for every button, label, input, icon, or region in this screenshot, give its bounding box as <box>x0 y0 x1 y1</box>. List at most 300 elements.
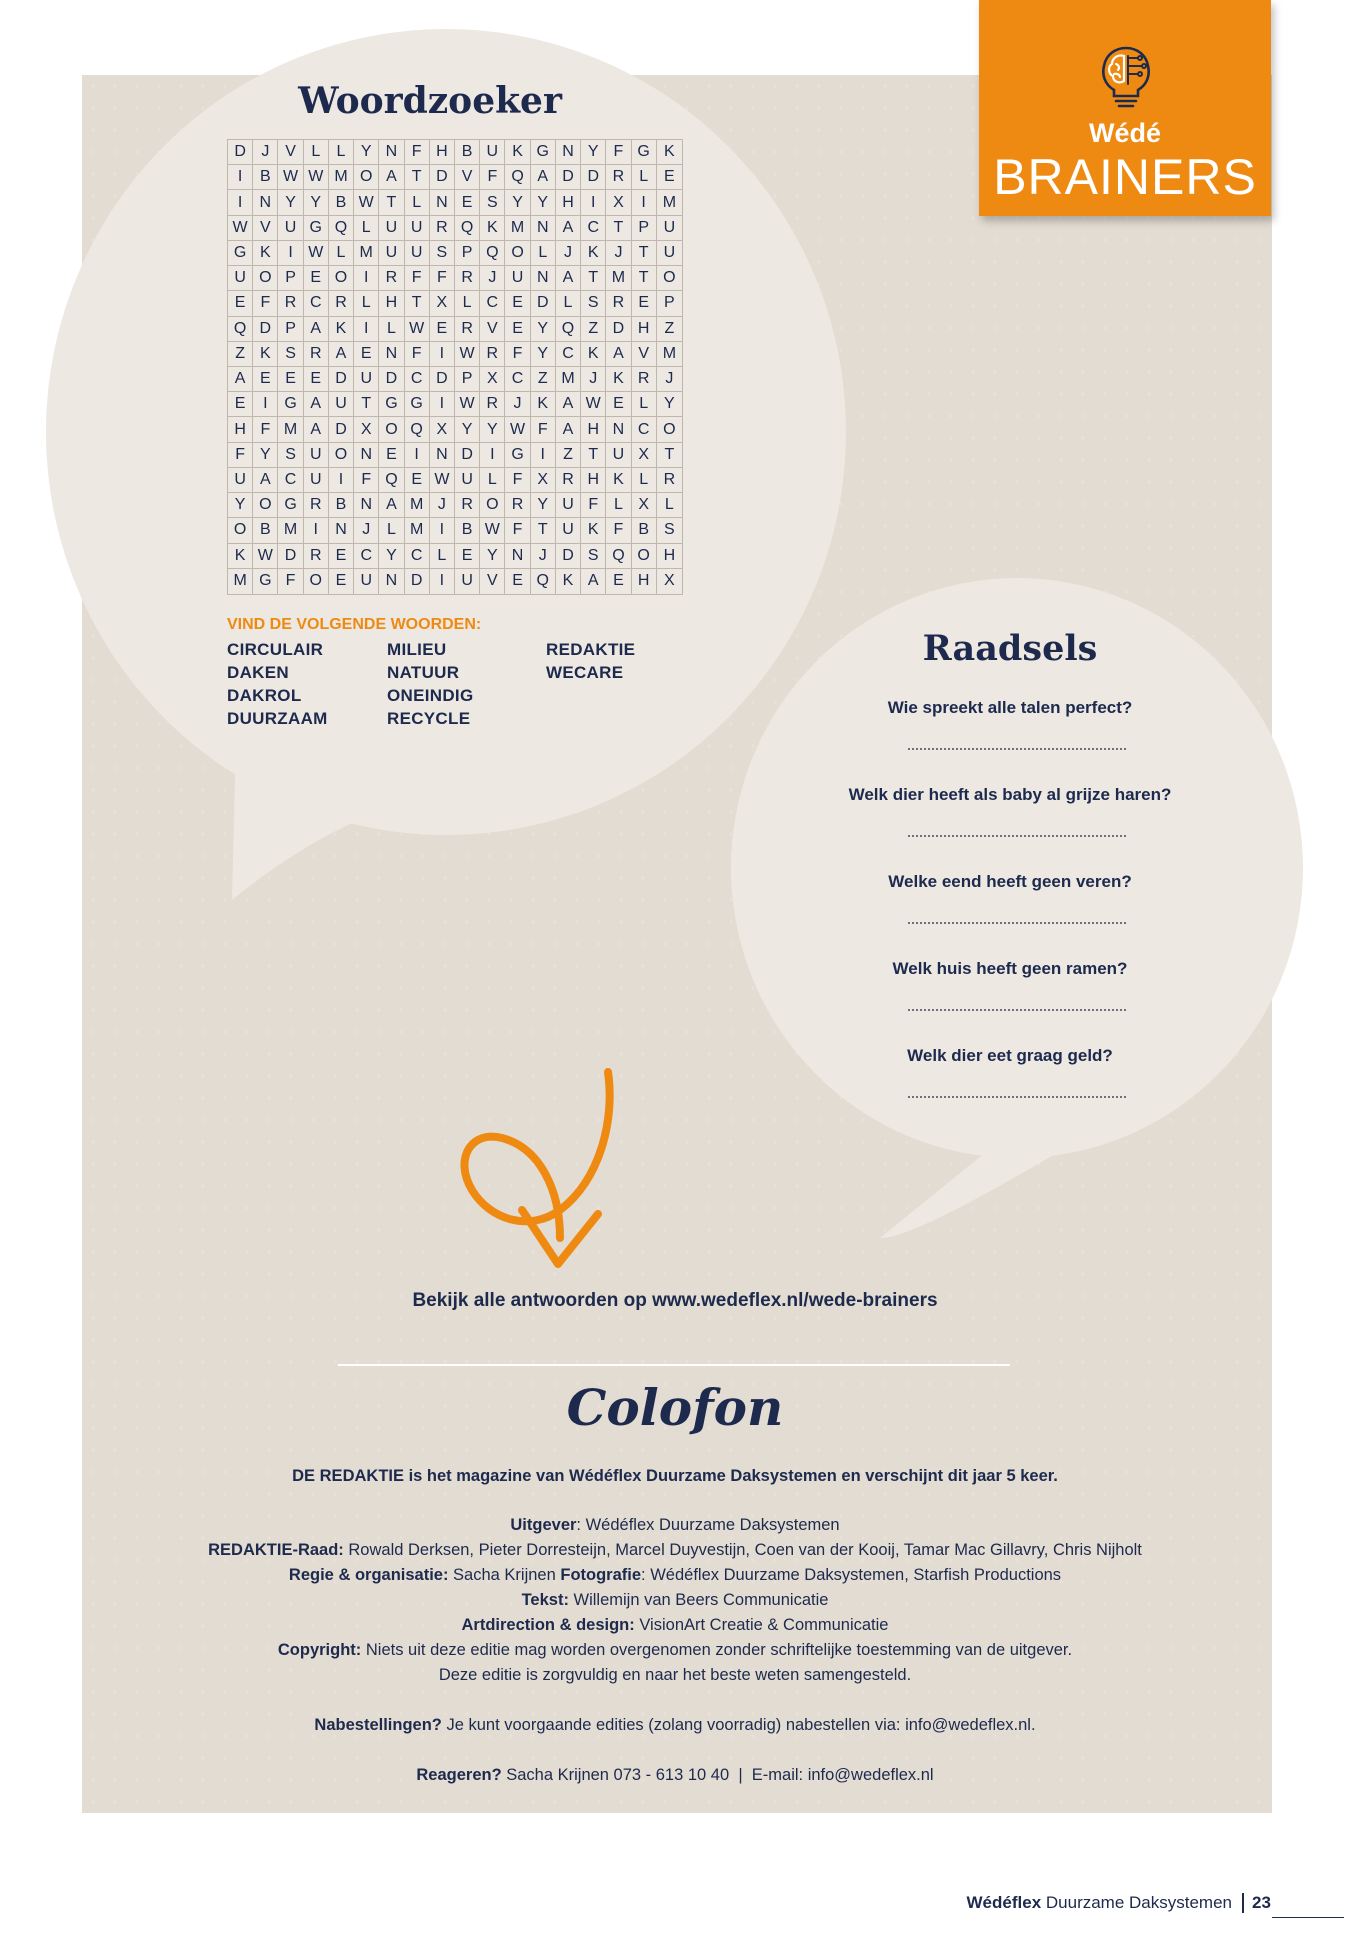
grid-cell: F <box>505 518 530 543</box>
grid-cell: X <box>632 493 657 518</box>
grid-cell: L <box>531 241 556 266</box>
grid-cell: W <box>505 417 530 442</box>
grid-cell: N <box>329 518 354 543</box>
grid-cell: I <box>304 518 329 543</box>
grid-cell: K <box>329 317 354 342</box>
riddle-question: Wie spreekt alle talen perfect? <box>887 698 1133 717</box>
grid-cell: Q <box>405 417 430 442</box>
grid-cell: K <box>581 342 606 367</box>
colofon-reageren <box>100 1766 1250 1785</box>
answers-link-text: Bekijk alle antwoorden op www.wedeflex.nl/wede-brainers <box>412 1290 938 1311</box>
grid-cell: G <box>379 392 404 417</box>
grid-cell: G <box>278 493 303 518</box>
grid-cell: U <box>329 392 354 417</box>
grid-cell: L <box>379 518 404 543</box>
grid-cell: Z <box>657 317 682 342</box>
grid-cell: V <box>253 216 278 241</box>
grid-cell: W <box>405 317 430 342</box>
grid-cell: D <box>405 569 430 594</box>
grid-cell: L <box>632 165 657 190</box>
grid-cell: Y <box>505 190 530 215</box>
grid-cell: K <box>253 342 278 367</box>
grid-cell: W <box>278 165 303 190</box>
grid-cell: U <box>606 443 631 468</box>
grid-cell: E <box>304 367 329 392</box>
footer-separator <box>1242 1893 1244 1913</box>
grid-cell: L <box>354 291 379 316</box>
grid-cell: M <box>657 342 682 367</box>
colofon-nabestellingen <box>100 1716 1250 1735</box>
grid-cell: D <box>531 291 556 316</box>
grid-cell: N <box>606 417 631 442</box>
grid-cell: O <box>253 266 278 291</box>
grid-cell: G <box>228 241 253 266</box>
grid-cell: R <box>278 291 303 316</box>
grid-cell: G <box>405 392 430 417</box>
grid-cell: M <box>354 241 379 266</box>
riddle-question: Welke eend heeft geen veren? <box>888 872 1132 891</box>
copyright-value: Niets uit deze editie mag worden overgenomen zonder schriftelijke toestemming van de uitgever. <box>361 1641 1073 1659</box>
grid-cell: D <box>556 165 581 190</box>
grid-cell: A <box>531 165 556 190</box>
grid-cell: G <box>632 140 657 165</box>
answer-line <box>908 922 1126 926</box>
grid-cell: Y <box>304 190 329 215</box>
grid-cell: J <box>556 241 581 266</box>
grid-cell: V <box>480 569 505 594</box>
grid-cell: L <box>455 291 480 316</box>
grid-cell: F <box>278 569 303 594</box>
grid-cell: R <box>480 392 505 417</box>
grid-cell: K <box>606 367 631 392</box>
grid-cell: K <box>556 569 581 594</box>
grid-cell: Y <box>531 493 556 518</box>
grid-cell: K <box>606 468 631 493</box>
foto-value: : Wédéflex Duurzame Daksystemen, Starfish Productions <box>641 1566 1062 1584</box>
grid-cell: E <box>329 544 354 569</box>
grid-cell: U <box>228 266 253 291</box>
grid-cell: N <box>430 190 455 215</box>
grid-cell: R <box>455 317 480 342</box>
grid-cell: E <box>329 569 354 594</box>
grid-cell: U <box>379 241 404 266</box>
reageren-label: Reageren? <box>416 1766 502 1784</box>
grid-cell: C <box>480 291 505 316</box>
wordsearch-grid <box>227 139 683 595</box>
grid-cell: O <box>304 569 329 594</box>
grid-cell: U <box>657 241 682 266</box>
grid-cell: R <box>455 493 480 518</box>
grid-cell: T <box>581 266 606 291</box>
grid-cell: R <box>606 291 631 316</box>
grid-cell: H <box>556 190 581 215</box>
colofon-uitgever <box>100 1516 1250 1535</box>
copyright-label: Copyright: <box>277 1641 362 1659</box>
grid-cell: M <box>228 569 253 594</box>
grid-cell: C <box>304 291 329 316</box>
grid-cell: E <box>505 317 530 342</box>
grid-cell: K <box>581 241 606 266</box>
grid-cell: D <box>455 443 480 468</box>
grid-cell: F <box>354 468 379 493</box>
grid-cell: F <box>505 342 530 367</box>
grid-cell: Z <box>228 342 253 367</box>
answer-line <box>908 1096 1126 1100</box>
grid-cell: Z <box>556 443 581 468</box>
grid-cell: M <box>556 367 581 392</box>
regie-label: Regie & organisatie: <box>288 1566 449 1584</box>
grid-cell: L <box>632 392 657 417</box>
grid-cell: W <box>581 392 606 417</box>
word-item: WECARE <box>546 663 624 682</box>
grid-cell: S <box>657 518 682 543</box>
grid-cell: X <box>531 468 556 493</box>
grid-cell: T <box>606 216 631 241</box>
grid-cell: G <box>278 392 303 417</box>
grid-cell: U <box>455 569 480 594</box>
grid-cell: O <box>379 417 404 442</box>
uitgever-label: Uitgever <box>510 1516 577 1534</box>
grid-cell: V <box>632 342 657 367</box>
grid-cell: Q <box>480 241 505 266</box>
grid-cell: R <box>480 342 505 367</box>
grid-cell: E <box>505 291 530 316</box>
grid-cell: A <box>329 342 354 367</box>
grid-cell: W <box>253 544 278 569</box>
grid-cell: T <box>632 241 657 266</box>
grid-cell: L <box>657 493 682 518</box>
grid-cell: O <box>505 241 530 266</box>
grid-cell: T <box>657 443 682 468</box>
grid-cell: F <box>480 165 505 190</box>
foto-label: Fotografie <box>560 1566 642 1584</box>
grid-cell: G <box>253 569 278 594</box>
grid-cell: N <box>505 544 530 569</box>
grid-cell: Q <box>606 544 631 569</box>
grid-cell: O <box>354 165 379 190</box>
riddle-question: Welk huis heeft geen ramen? <box>892 959 1128 978</box>
grid-cell: U <box>505 266 530 291</box>
grid-cell: M <box>278 417 303 442</box>
grid-cell: Q <box>531 569 556 594</box>
grid-cell: S <box>581 544 606 569</box>
grid-cell: I <box>632 190 657 215</box>
grid-cell: O <box>657 417 682 442</box>
grid-cell: I <box>253 392 278 417</box>
grid-cell: E <box>430 317 455 342</box>
grid-cell: W <box>304 165 329 190</box>
grid-cell: X <box>354 417 379 442</box>
grid-cell: U <box>480 140 505 165</box>
grid-cell: Q <box>505 165 530 190</box>
grid-cell: T <box>581 443 606 468</box>
grid-cell: C <box>556 342 581 367</box>
grid-cell: B <box>455 518 480 543</box>
grid-cell: O <box>480 493 505 518</box>
grid-cell: S <box>581 291 606 316</box>
grid-cell: J <box>581 367 606 392</box>
grid-cell: L <box>329 241 354 266</box>
grid-cell: D <box>329 367 354 392</box>
grid-cell: P <box>278 266 303 291</box>
grid-cell: R <box>304 544 329 569</box>
grid-cell: U <box>455 468 480 493</box>
grid-cell: I <box>278 241 303 266</box>
grid-cell: O <box>228 518 253 543</box>
grid-cell: Q <box>329 216 354 241</box>
grid-cell: Z <box>581 317 606 342</box>
grid-cell: C <box>632 417 657 442</box>
grid-cell: E <box>278 367 303 392</box>
grid-cell: U <box>304 468 329 493</box>
grid-cell: I <box>531 443 556 468</box>
grid-cell: F <box>505 468 530 493</box>
grid-cell: Q <box>379 468 404 493</box>
grid-cell: D <box>556 544 581 569</box>
grid-cell: I <box>329 468 354 493</box>
tekst-label: Tekst: <box>521 1591 569 1609</box>
grid-cell: S <box>278 342 303 367</box>
grid-cell: J <box>657 367 682 392</box>
grid-cell: D <box>581 165 606 190</box>
grid-cell: A <box>304 417 329 442</box>
grid-cell: F <box>253 291 278 316</box>
grid-cell: E <box>632 291 657 316</box>
badge-brand: Wédé <box>1088 118 1161 148</box>
grid-cell: N <box>531 266 556 291</box>
grid-cell: L <box>329 140 354 165</box>
word-item: RECYCLE <box>387 709 471 728</box>
grid-cell: I <box>430 392 455 417</box>
answer-line <box>908 748 1126 752</box>
grid-cell: H <box>632 317 657 342</box>
grid-cell: I <box>354 317 379 342</box>
grid-cell: P <box>278 317 303 342</box>
grid-cell: M <box>278 518 303 543</box>
grid-cell: A <box>228 367 253 392</box>
grid-cell: N <box>354 443 379 468</box>
grid-cell: J <box>505 392 530 417</box>
grid-cell: K <box>505 140 530 165</box>
art-label: Artdirection & design: <box>461 1616 635 1634</box>
grid-cell: L <box>354 216 379 241</box>
grid-cell: H <box>632 569 657 594</box>
grid-cell: W <box>304 241 329 266</box>
grid-cell: E <box>455 544 480 569</box>
grid-cell: A <box>556 216 581 241</box>
divider <box>338 1364 1010 1366</box>
badge-title: BRAINERS <box>993 149 1257 205</box>
grid-cell: Y <box>354 140 379 165</box>
grid-cell: C <box>581 216 606 241</box>
grid-cell: I <box>430 342 455 367</box>
grid-cell: Y <box>253 443 278 468</box>
grid-cell: I <box>405 443 430 468</box>
grid-cell: Y <box>480 417 505 442</box>
grid-cell: D <box>329 417 354 442</box>
brainers-badge <box>979 0 1271 216</box>
grid-cell: D <box>430 367 455 392</box>
grid-cell: Y <box>657 392 682 417</box>
grid-cell: S <box>480 190 505 215</box>
grid-cell: I <box>581 190 606 215</box>
grid-cell: X <box>632 443 657 468</box>
grid-cell: T <box>531 518 556 543</box>
grid-cell: U <box>354 569 379 594</box>
grid-cell: D <box>253 317 278 342</box>
word-item: MILIEU <box>387 640 447 659</box>
grid-cell: R <box>430 216 455 241</box>
grid-cell: O <box>329 266 354 291</box>
grid-cell: V <box>455 165 480 190</box>
grid-cell: E <box>606 392 631 417</box>
riddle-question: Welk dier heeft als baby al grijze haren? <box>848 785 1172 804</box>
raad-value: Rowald Derksen, Pieter Dorresteijn, Marcel Duyvestijn, Coen van der Kooij, Tamar Mac Gillavry, Chris Nijholt <box>343 1541 1142 1559</box>
grid-cell: B <box>329 493 354 518</box>
riddles-title: Raadsels <box>922 628 1098 669</box>
grid-cell: A <box>379 165 404 190</box>
grid-cell: N <box>379 569 404 594</box>
grid-cell: T <box>354 392 379 417</box>
grid-cell: K <box>480 216 505 241</box>
grid-cell: P <box>657 291 682 316</box>
word-item: ONEINDIG <box>387 686 474 705</box>
grid-cell: N <box>379 140 404 165</box>
grid-cell: A <box>304 317 329 342</box>
grid-cell: Q <box>556 317 581 342</box>
grid-cell: X <box>480 367 505 392</box>
grid-cell: I <box>430 569 455 594</box>
grid-cell: E <box>606 569 631 594</box>
grid-cell: O <box>253 493 278 518</box>
grid-cell: T <box>379 190 404 215</box>
grid-cell: J <box>480 266 505 291</box>
grid-cell: U <box>405 216 430 241</box>
grid-cell: W <box>480 518 505 543</box>
grid-cell: S <box>278 443 303 468</box>
grid-cell: S <box>430 241 455 266</box>
grid-cell: U <box>278 216 303 241</box>
grid-cell: W <box>455 392 480 417</box>
footer-subtitle: Duurzame Daksystemen <box>1041 1893 1232 1912</box>
grid-cell: X <box>430 291 455 316</box>
grid-cell: O <box>329 443 354 468</box>
grid-cell: Y <box>480 544 505 569</box>
grid-cell: A <box>606 342 631 367</box>
grid-cell: D <box>430 165 455 190</box>
colofon-art <box>100 1616 1250 1635</box>
word-item: DUURZAAM <box>227 709 328 728</box>
grid-cell: B <box>253 518 278 543</box>
grid-cell: W <box>430 468 455 493</box>
grid-cell: C <box>405 544 430 569</box>
uitgever-value: : Wédéflex Duurzame Daksystemen <box>576 1516 840 1534</box>
grid-cell: Y <box>531 342 556 367</box>
grid-cell: U <box>556 493 581 518</box>
grid-cell: E <box>228 291 253 316</box>
grid-cell: Y <box>278 190 303 215</box>
grid-cell: T <box>405 165 430 190</box>
grid-cell: M <box>505 216 530 241</box>
grid-cell: Y <box>455 417 480 442</box>
grid-cell: A <box>556 266 581 291</box>
word-item: NATUUR <box>387 663 460 682</box>
grid-cell: M <box>405 493 430 518</box>
grid-cell: J <box>430 493 455 518</box>
reageren-value: Sacha Krijnen 073 - 613 10 40 | E-mail: info@wedeflex.nl <box>501 1766 934 1784</box>
grid-cell: I <box>480 443 505 468</box>
wordsearch-title: Woordzoeker <box>298 80 562 122</box>
grid-cell: L <box>556 291 581 316</box>
grid-cell: L <box>405 190 430 215</box>
colofon-intro: DE REDAKTIE is het magazine van Wédéflex Duurzame Daksystemen en verschijnt dit jaar 5 keer. <box>292 1467 1058 1485</box>
grid-cell: I <box>228 190 253 215</box>
grid-cell: B <box>329 190 354 215</box>
grid-cell: R <box>556 468 581 493</box>
grid-cell: K <box>228 544 253 569</box>
words-heading: VIND DE VOLGENDE WOORDEN: <box>227 616 482 633</box>
grid-cell: M <box>329 165 354 190</box>
grid-cell: U <box>354 367 379 392</box>
grid-cell: E <box>228 392 253 417</box>
grid-cell: F <box>253 417 278 442</box>
grid-cell: I <box>228 165 253 190</box>
grid-cell: R <box>329 291 354 316</box>
grid-cell: M <box>405 518 430 543</box>
grid-cell: U <box>228 468 253 493</box>
grid-cell: T <box>405 291 430 316</box>
regie-value: Sacha Krijnen <box>448 1566 561 1584</box>
grid-cell: Q <box>228 317 253 342</box>
grid-cell: F <box>228 443 253 468</box>
grid-cell: L <box>304 140 329 165</box>
grid-cell: E <box>379 443 404 468</box>
grid-cell: G <box>304 216 329 241</box>
grid-cell: D <box>606 317 631 342</box>
grid-cell: N <box>253 190 278 215</box>
footer-brand: Wédéflex <box>966 1893 1042 1912</box>
grid-cell: L <box>480 468 505 493</box>
grid-cell: E <box>304 266 329 291</box>
grid-cell: R <box>657 468 682 493</box>
grid-cell: U <box>379 216 404 241</box>
grid-cell: R <box>455 266 480 291</box>
grid-cell: A <box>581 569 606 594</box>
grid-cell: F <box>606 140 631 165</box>
grid-cell: J <box>606 241 631 266</box>
grid-cell: G <box>531 140 556 165</box>
grid-cell: F <box>430 266 455 291</box>
colofon-title: Colofon <box>566 1378 784 1437</box>
grid-cell: Y <box>531 317 556 342</box>
grid-cell: W <box>354 190 379 215</box>
grid-cell: L <box>379 317 404 342</box>
art-value: VisionArt Creatie & Communicatie <box>634 1616 889 1634</box>
grid-cell: H <box>581 468 606 493</box>
grid-cell: E <box>657 165 682 190</box>
grid-cell: N <box>531 216 556 241</box>
grid-cell: G <box>505 443 530 468</box>
grid-cell: X <box>606 190 631 215</box>
grid-cell: U <box>304 443 329 468</box>
grid-cell: J <box>354 518 379 543</box>
grid-cell: U <box>556 518 581 543</box>
tekst-value: Willemijn van Beers Communicatie <box>568 1591 829 1609</box>
grid-cell: A <box>304 392 329 417</box>
grid-cell: C <box>354 544 379 569</box>
word-item: CIRCULAIR <box>227 640 324 659</box>
word-item: REDAKTIE <box>546 640 636 659</box>
